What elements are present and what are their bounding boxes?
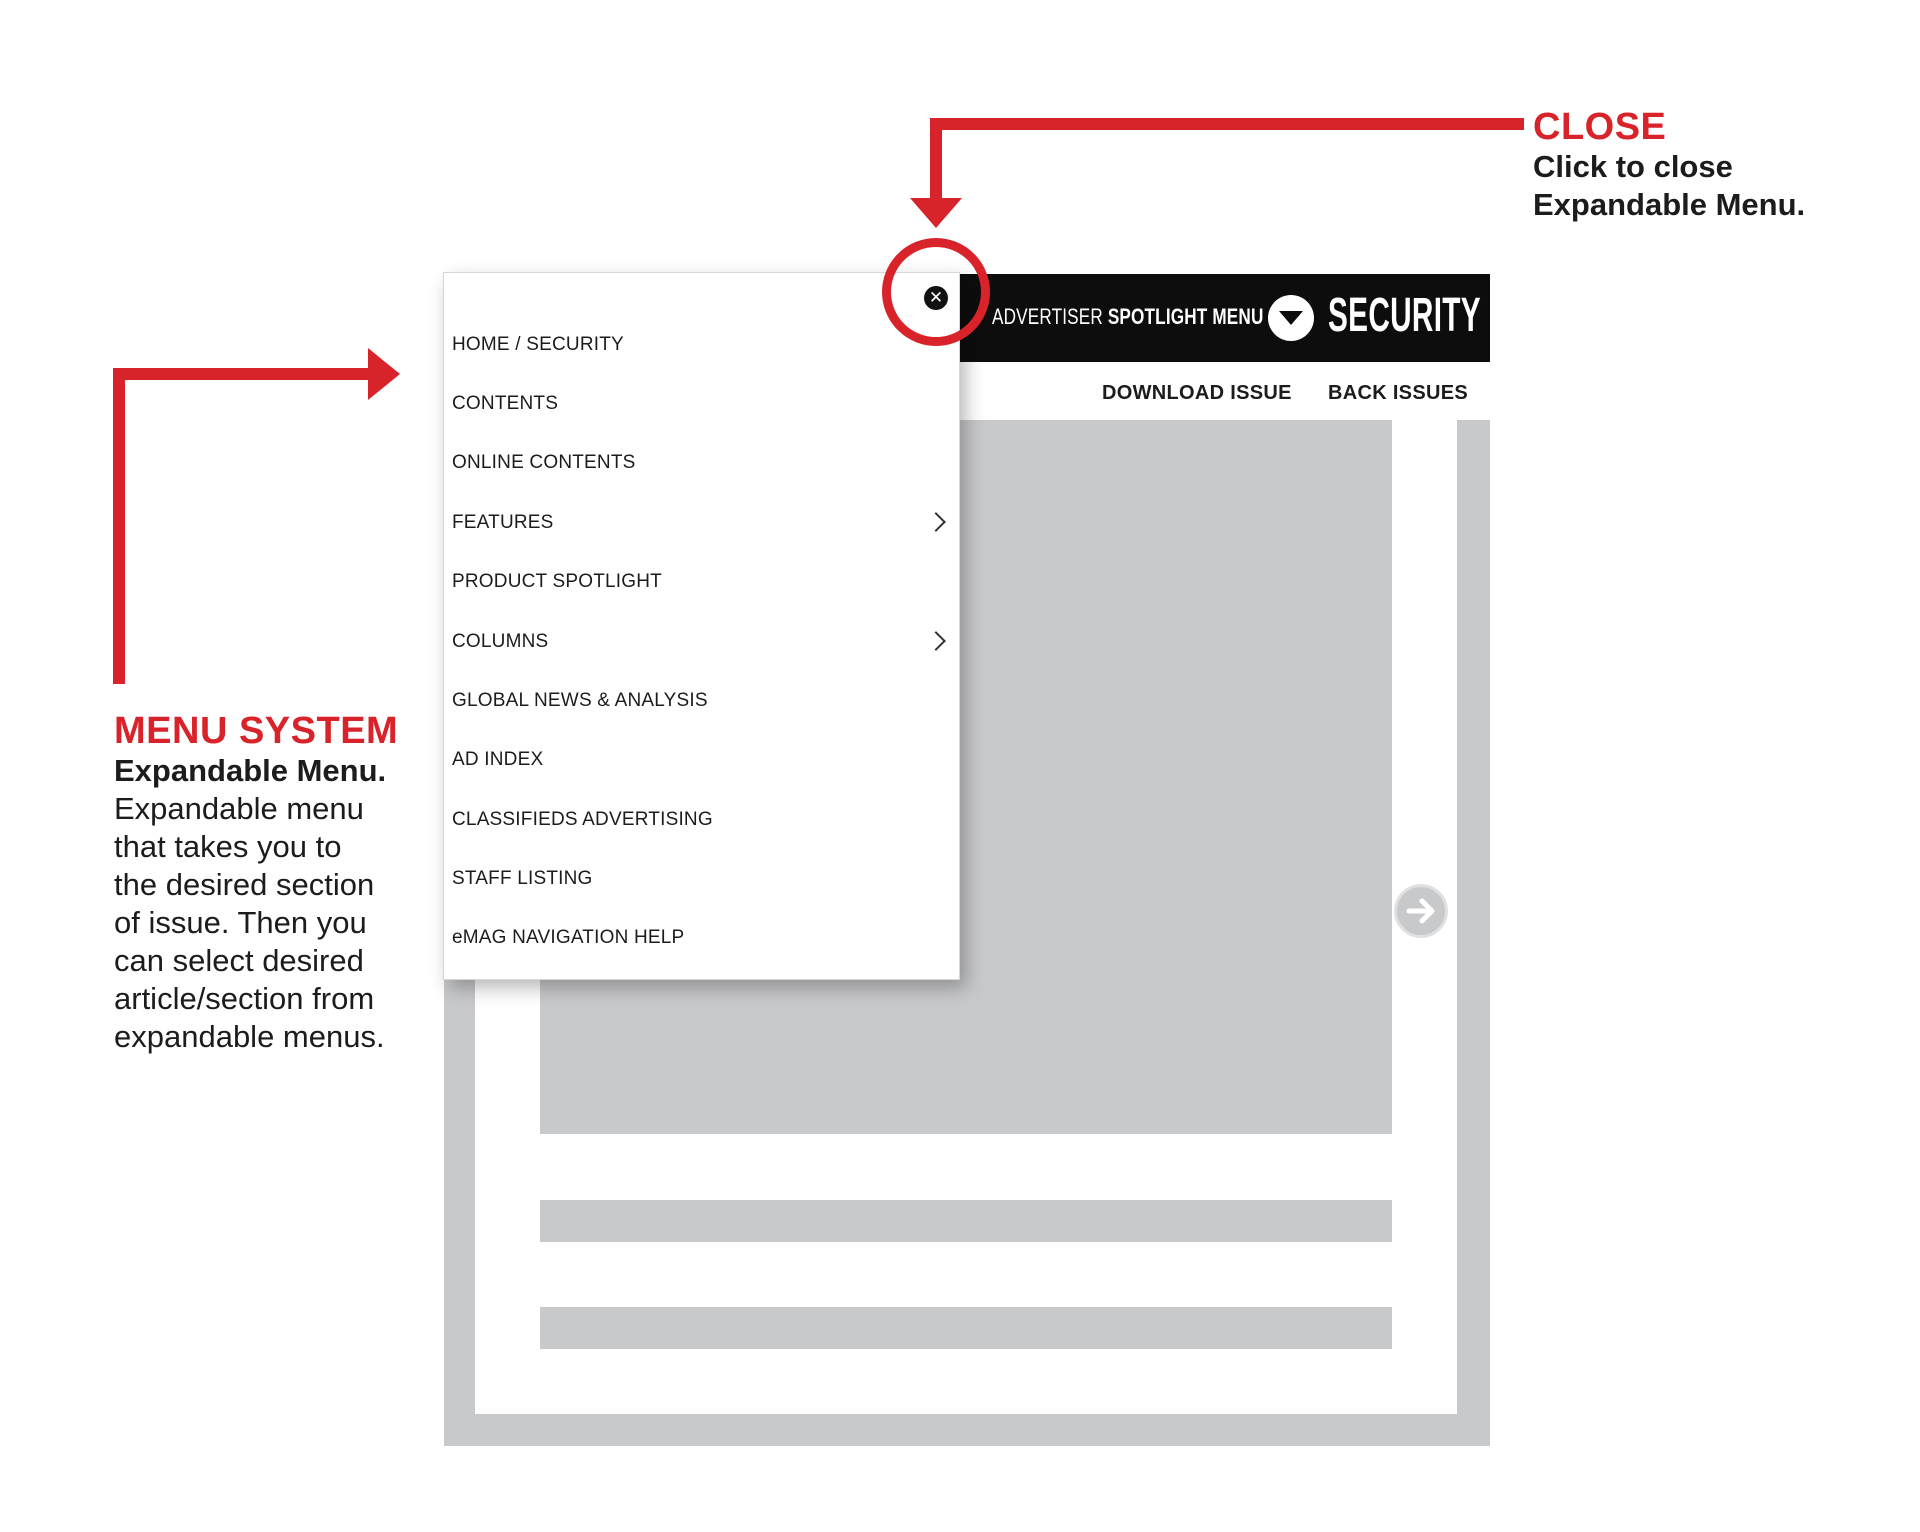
menu-annotation-line: can select desired <box>114 943 364 978</box>
menu-item-label: HOME / SECURITY <box>452 334 624 355</box>
close-arrow-vertical <box>930 118 942 202</box>
menu-item-label: CLASSIFIEDS ADVERTISING <box>452 809 713 830</box>
close-highlight-ring <box>882 238 990 346</box>
menu-item-label: ONLINE CONTENTS <box>452 452 636 473</box>
menu-item-home-security[interactable] <box>452 325 951 365</box>
menu-item-columns[interactable] <box>452 622 951 662</box>
menu-item-emag-navigation-help[interactable] <box>452 918 951 958</box>
close-annotation <box>1533 106 1805 224</box>
menu-annotation-line: article/section from <box>114 981 375 1016</box>
menu-item-label: FEATURES <box>452 512 554 533</box>
close-annotation-line2: Expandable Menu. <box>1533 187 1806 222</box>
menu-item-label: eMAG NAVIGATION HELP <box>452 927 685 948</box>
menu-item-contents[interactable] <box>452 384 951 424</box>
download-issue-link[interactable]: DOWNLOAD ISSUE <box>1102 382 1292 404</box>
menu-item-label: STAFF LISTING <box>452 868 593 889</box>
text-placeholder-2 <box>540 1307 1392 1349</box>
advertiser-spotlight-menu[interactable] <box>992 304 1264 330</box>
advertiser-label: ADVERTISER <box>992 304 1103 329</box>
menu-annotation-line: the desired section <box>114 867 375 902</box>
menu-item-label: AD INDEX <box>452 749 544 770</box>
brand-logo: SECURITY <box>1328 289 1481 342</box>
menu-annotation <box>114 710 398 1056</box>
menu-item-online-contents[interactable] <box>452 443 951 483</box>
close-annotation-title: CLOSE <box>1533 106 1667 148</box>
menu-item-features[interactable] <box>452 503 951 543</box>
expandable-menu <box>443 272 960 980</box>
menu-item-label: GLOBAL NEWS & ANALYSIS <box>452 690 708 711</box>
menu-item-classifieds-advertising[interactable] <box>452 800 951 840</box>
menu-annotation-line: that takes you to <box>114 829 342 864</box>
close-annotation-line1: Click to close <box>1533 149 1733 184</box>
menu-item-label: PRODUCT SPOTLIGHT <box>452 571 662 592</box>
close-icon[interactable]: ✕ <box>924 286 948 310</box>
menu-arrow-head <box>368 348 400 400</box>
menu-item-global-news-analysis[interactable] <box>452 681 951 721</box>
menu-annotation-subtitle: Expandable Menu. <box>114 753 387 788</box>
spotlight-menu-label: SPOTLIGHT MENU <box>1107 304 1264 329</box>
menu-item-staff-listing[interactable] <box>452 859 951 899</box>
menu-item-label: COLUMNS <box>452 631 549 652</box>
menu-item-product-spotlight[interactable] <box>452 562 951 602</box>
chevron-right-icon <box>926 631 946 651</box>
menu-annotation-line: expandable menus. <box>114 1019 385 1054</box>
menu-arrow-vertical <box>113 368 125 684</box>
menu-item-label: CONTENTS <box>452 393 559 414</box>
menu-arrow-horizontal <box>113 368 373 380</box>
text-placeholder-1 <box>540 1200 1392 1242</box>
chevron-right-icon <box>926 512 946 532</box>
close-arrow-horizontal <box>930 118 1524 130</box>
next-page-button[interactable] <box>1394 884 1448 938</box>
close-arrow-head <box>910 198 962 228</box>
arrow-right-icon <box>1397 887 1445 935</box>
chevron-down-circle-icon[interactable] <box>1268 295 1314 341</box>
menu-annotation-title: MENU SYSTEM <box>114 710 399 752</box>
menu-item-ad-index[interactable] <box>452 740 951 780</box>
menu-annotation-line: Expandable menu <box>114 791 364 826</box>
menu-annotation-line: of issue. Then you <box>114 905 367 940</box>
top-bar <box>958 274 1490 362</box>
sub-nav <box>958 362 1490 420</box>
back-issues-link[interactable]: BACK ISSUES <box>1328 382 1468 404</box>
